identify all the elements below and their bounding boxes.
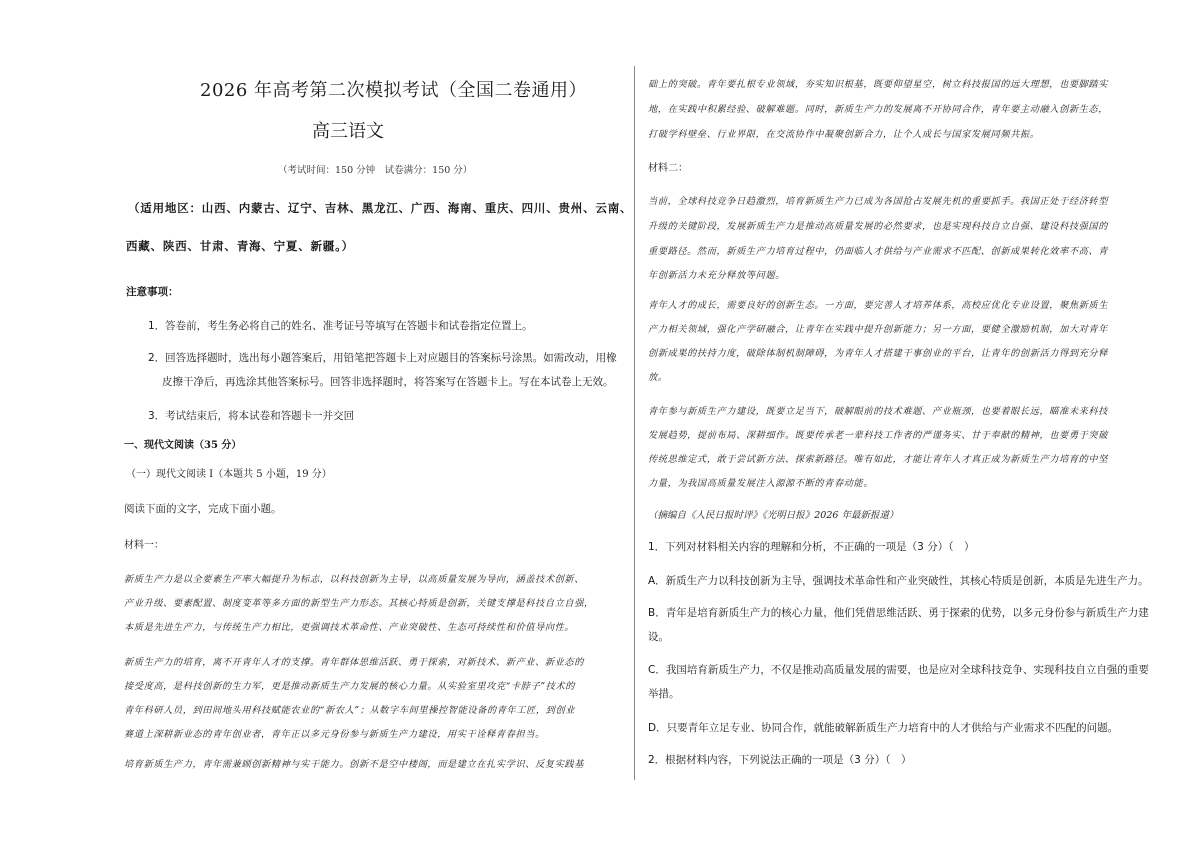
exam-title: 2026 年高考第二次模拟考试（全国二卷通用） [200, 80, 588, 101]
material-1-line: 培育新质生产力，青年需兼顾创新精神与实干能力。创新不是空中楼阁，而是建立在扎实学识、反复实践基 [124, 759, 585, 770]
material-1-continued-line: 地，在实践中积累经验、破解难题。同时，新质生产力的发展离不开协同合作，青年要主动融入创新生态， [648, 104, 1109, 115]
material-1-line: 新质生产力是以全要素生产率大幅提升为标志，以科技创新为主导，以高质量发展为导向，涵盖技术创新、 [124, 574, 585, 585]
material-2-line: 青年人才的成长，需要良好的创新生态。一方面，要完善人才培养体系，高校应优化专业设置，聚焦新质生 [648, 300, 1109, 311]
question-1-option-c-continued: 举措。 [648, 688, 680, 700]
notice-item-2-continued: 皮擦干净后，再选涂其他答案标号。回答非选择题时，将答案写在答题卡上。写在本试卷上无效。 [162, 376, 614, 388]
material-1-continued-line: 打破学科壁垒、行业界限，在交流协作中凝聚创新合力，让个人成长与国家发展同频共振。 [648, 129, 1040, 140]
question-1-option-a: A．新质生产力以科技创新为主导，强调技术革命性和产业突破性，其核心特质是创新，本质是先进生产力。 [648, 575, 1149, 587]
material-1-line: 产业升级、要素配置、制度变革等多方面的新型生产力形态。其核心特质是创新，关键支撑是科技自立自强， [124, 598, 594, 609]
notice-item-2: 2．回答选择题时，选出每小题答案后，用铅笔把答题卡上对应题目的答案标号涂黑。如需改动，用橡 [148, 352, 617, 364]
material-1-line: 青年科研人员，到田间地头用科技赋能农业的“新农人”；从数字车间里操控智能设备的青年工匠，到创业 [124, 705, 576, 716]
question-1-option-c: C．我国培育新质生产力，不仅是推动高质量发展的需要，也是应对全球科技竞争、实现科技自立自强的重要 [648, 664, 1149, 676]
material-1-line: 新质生产力的培育，离不开青年人才的支撑。青年群体思维活跃、勇于探索，对新技术、新产业、新业态的 [124, 657, 585, 668]
material-2-line: 力量，为我国高质量发展注入源源不断的青春动能。 [648, 478, 874, 489]
notice-heading: 注意事项： [126, 286, 179, 298]
question-1-option-b: B．青年是培育新质生产力的核心力量，他们凭借思维活跃、勇于探索的优势，以多元身份参与新质生产力建 [648, 607, 1149, 619]
material-1-line: 赛道上深耕新业态的青年创业者，青年正以多元身份参与新质生产力建设，用实干诠释青春担当。 [124, 729, 545, 740]
material-1-line: 本质是先进生产力，与传统生产力相比，更强调技术革命性、产业突破性、生态可持续性和价值导向性。 [124, 622, 575, 633]
subject-title: 高三语文 [312, 121, 384, 142]
question-1: 1．下列对材料相关内容的理解和分析，不正确的一项是（3 分）（ ） [648, 541, 975, 553]
material-2-line: 升级的关键阶段，发展新质生产力是推动高质量发展的必然要求，也是实现科技自立自强、建设科技强国的 [648, 221, 1109, 232]
material-1-label: 材料一： [124, 540, 164, 551]
applicable-regions-line-2: 西藏、陕西、甘肃、青海、宁夏、新疆。） [126, 239, 354, 253]
notice-item-1: 1．答卷前，考生务必将自己的姓名、准考证号等填写在答题卡和试卷指定位置上。 [148, 320, 533, 332]
material-2-line: 发展趋势，提前布局、深耕细作。既要传承老一辈科技工作者的严谨务实、甘于奉献的精神，也要勇于突破 [648, 430, 1109, 441]
material-2-line: 产力相关领域，强化产学研融合，让青年在实践中提升创新能力；另一方面，要健全激励机制，加大对青年 [648, 324, 1109, 335]
question-1-option-d: D．只要青年立足专业、协同合作，就能破解新质生产力培育中的人才供给与产业需求不匹配的问题。 [648, 722, 1119, 734]
material-2-line: 青年参与新质生产力建设，既要立足当下，破解眼前的技术难题、产业瓶颈，也要着眼长远，瞄准未来科技 [648, 406, 1109, 417]
reading-instruction: 阅读下面的文字，完成下面小题。 [124, 503, 282, 515]
applicable-regions-line-1: （适用地区：山西、内蒙古、辽宁、吉林、黑龙江、广西、海南、重庆、四川、贵州、云南、 [128, 201, 633, 215]
material-2-line: 放。 [648, 372, 668, 383]
section-heading: 一、现代文阅读（35 分） [124, 440, 242, 451]
material-2-line: 传统思维定式，敢于尝试新方法、探索新路径。唯有如此，才能让青年人才真正成为新质生产力培育的中坚 [648, 454, 1109, 465]
question-1-option-b-continued: 设。 [648, 631, 669, 643]
material-2-line: 重要路径。然而，新质生产力培育过程中，仍面临人才供给与产业需求不匹配、创新成果转化效率不高、青 [648, 246, 1109, 257]
material-2-label: 材料二： [648, 163, 688, 174]
question-2: 2．根据材料内容，下列说法正确的一项是（3 分）（ ） [648, 754, 912, 766]
subsection-heading: （一）现代文阅读 I（本题共 5 小题，19 分） [126, 469, 332, 480]
material-1-continued-line: 础上的突破。青年要扎根专业领域，夯实知识根基，既要仰望星空，树立科技报国的远大理想，也要脚踏实 [648, 79, 1109, 90]
source-citation: （摘编自《人民日报时评》《光明日报》2026 年最新报道） [648, 510, 899, 521]
notice-item-3: 3．考试结束后，将本试卷和答题卡一并交回 [148, 410, 355, 422]
column-divider [634, 66, 635, 780]
material-1-line: 接受度高，是科技创新的生力军，更是推动新质生产力发展的核心力量。从实验室里攻克“卡脖子”技术的 [124, 681, 576, 692]
material-2-line: 创新成果的扶持力度，破除体制机制障碍，为青年人才搭建干事创业的平台，让青年的创新活力得到充分释 [648, 348, 1109, 359]
exam-time-info: （考试时间：150 分钟 试卷满分：150 分） [278, 165, 473, 176]
material-2-line: 当前，全球科技竞争日趋激烈，培育新质生产力已成为各国抢占发展先机的重要抓手。我国正处于经济转型 [648, 196, 1109, 207]
material-2-line: 年创新活力未充分释放等问题。 [648, 270, 786, 281]
